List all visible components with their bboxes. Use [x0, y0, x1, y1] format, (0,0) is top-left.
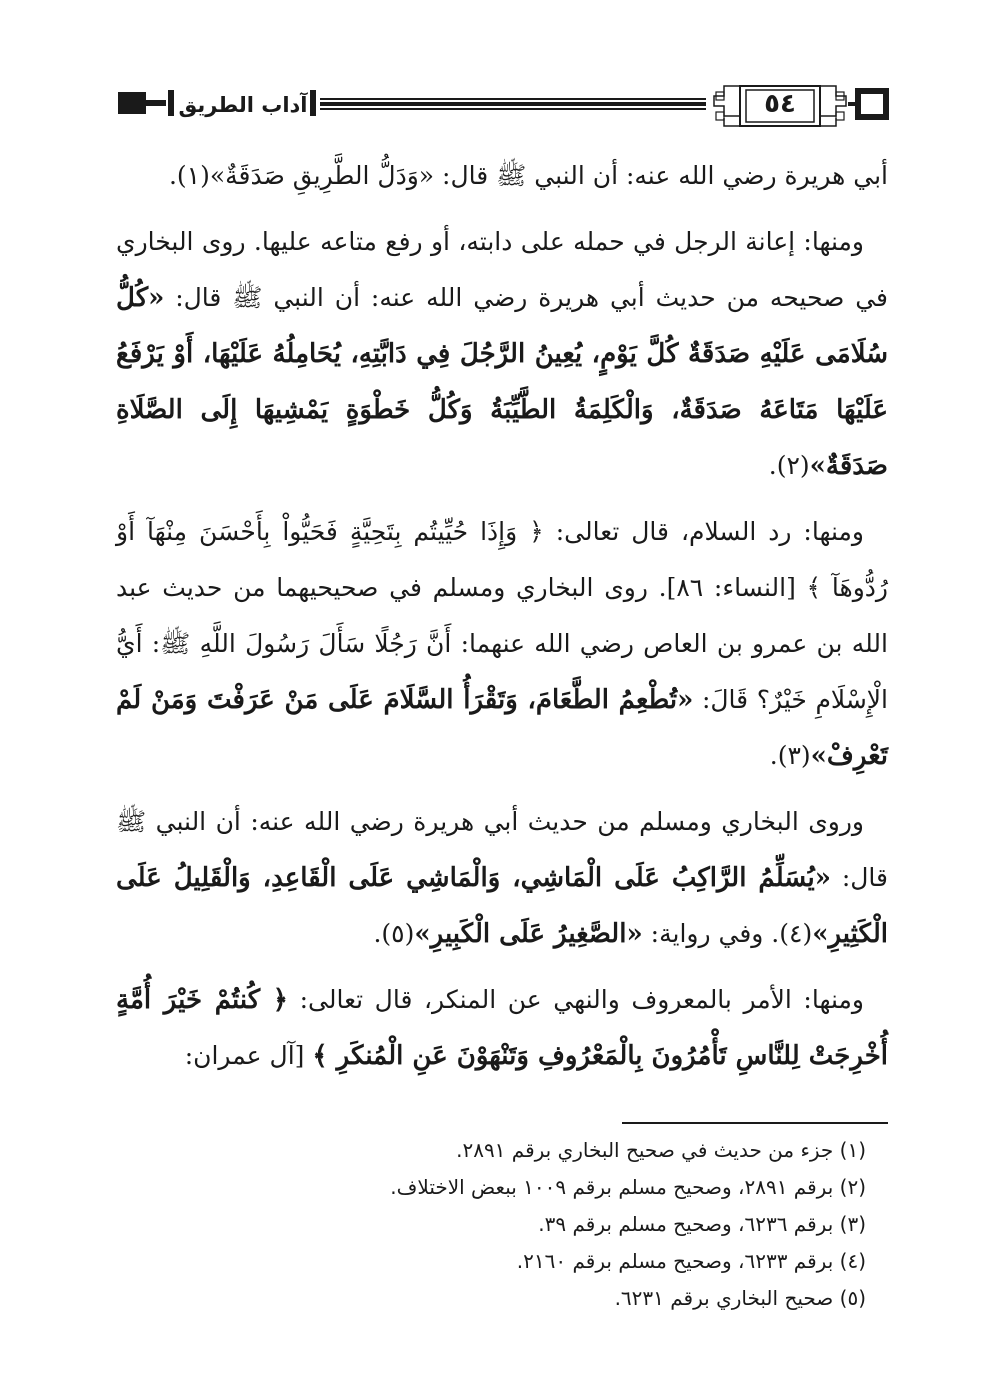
hadith-quote: «كُلُّ سُلَامَى عَلَيْهِ صَدَقَةٌ كُلَّ يَوْمٍ، يُعِينُ الرَّجُلَ فِي دَابَّتِهِ، يُحَامِلُهُ عَلَيْهَا، أَوْ يَرْفَعُ عَلَيْهَا مَتَاعَهُ صَدَقَةٌ، وَالْكَلِمَةُ الطَّيِّبَةُ وَكُلُّ خَطْوَةٍ يَمْشِيهَا إِلَى الصَّلَاةِ صَدَقَةٌ»	[116, 283, 888, 481]
footnote-4: (٤) برقم ٦٢٣٣، وصحيح مسلم برقم ٢١٦٠.	[516, 1249, 866, 1273]
hadith-quote: «يُسَلِّمُ الرَّاكِبُ عَلَى الْمَاشِي، وَالْمَاشِي عَلَى الْقَاعِدِ، وَالْقَلِيلُ عَلَى الْكَثِيرِ»	[116, 863, 888, 949]
paragraph-5-text: ومنها: الأمر بالمعروف والنهي عن المنكر، قال تعالى:	[288, 985, 864, 1014]
footnote-1: (١) جزء من حديث في صحيح البخاري برقم ٢٨٩١.	[456, 1138, 866, 1162]
right-box-ornament	[858, 91, 886, 117]
paragraph-2	[116, 214, 888, 494]
footnote-ref-2: (٢).	[768, 451, 810, 480]
page-header	[0, 78, 1004, 138]
footnote-ref-4: (٤). وفي رواية:	[642, 919, 813, 948]
left-block-ornament	[118, 92, 146, 114]
paragraph-1: أبي هريرة رضي الله عنه: أن النبي ﷺ قال: «وَدَلُّ الطَّرِيقِ صَدَقَةٌ»(١).	[168, 161, 888, 190]
page-number: ٥٤	[764, 89, 796, 119]
footnotes	[116, 1132, 888, 1317]
page-body	[116, 148, 888, 1094]
hadith-quote: «تُطْعِمُ الطَّعَامَ، وَتَقْرَأُ السَّلَامَ عَلَى مَنْ عَرَفْتَ وَمَنْ لَمْ تَعْرِفْ»	[116, 685, 888, 771]
paragraph-4-text: وروى البخاري ومسلم من حديث أبي هريرة رضي الله عنه: أن النبي ﷺ قال:	[116, 807, 888, 892]
footnote-ref-5: (٥).	[373, 919, 415, 948]
quran-verse: ﴿ كُنتُمْ خَيْرَ أُمَّةٍ أُخْرِجَتْ لِلنَّاسِ تَأْمُرُونَ بِالْمَعْرُوفِ وَتَنْهَوْنَ عَنِ الْمُنكَرِ ﴾	[116, 985, 888, 1071]
hadith-quote: «الصَّغِيرُ عَلَى الْكَبِيرِ»	[414, 919, 643, 949]
footnote-2: (٢) برقم ٢٨٩١، وصحيح مسلم برقم ١٠٠٩ ببعض الاختلاف.	[390, 1175, 866, 1199]
footnote-3: (٣) برقم ٦٢٣٦، وصحيح مسلم برقم ٣٩.	[538, 1212, 866, 1236]
paragraph-4	[116, 794, 888, 962]
verse-citation: [آل عمران:	[184, 1041, 313, 1070]
running-title: آداب الطريق	[178, 93, 308, 117]
footnote-ref-3: (٣).	[769, 741, 811, 770]
footnote-divider	[622, 1122, 888, 1124]
paragraph-3	[116, 504, 888, 784]
paragraph-5	[116, 972, 888, 1084]
paragraph-2-text: ومنها: إعانة الرجل في حمله على دابته، أو رفع متاعه عليها. روى البخاري في صحيحه من حديث أبي هريرة رضي الله عنه: أن النبي ﷺ قال:	[116, 227, 888, 312]
footnote-5: (٥) صحيح البخاري برقم ٦٢٣١.	[614, 1286, 866, 1310]
paragraph-3-text: ومنها: رد السلام، قال تعالى: ﴿ وَإِذَا حُيِّيتُم بِتَحِيَّةٍ فَحَيُّواْ بِأَحْسَنَ مِنْهَآ أَوْ رُدُّوهَآ ﴾ [النساء: ٨٦]. روى البخاري ومسلم في صحيحيهما من حديث عبد الله بن عمرو بن العاص رضي الله عنهما: أَنَّ رَجُلًا سَأَلَ رَسُولَ اللَّهِ ﷺ: أَيُّ الْإِسْلَامِ خَيْرٌ؟ قَالَ:	[116, 517, 889, 714]
header-ornament	[0, 78, 1004, 138]
